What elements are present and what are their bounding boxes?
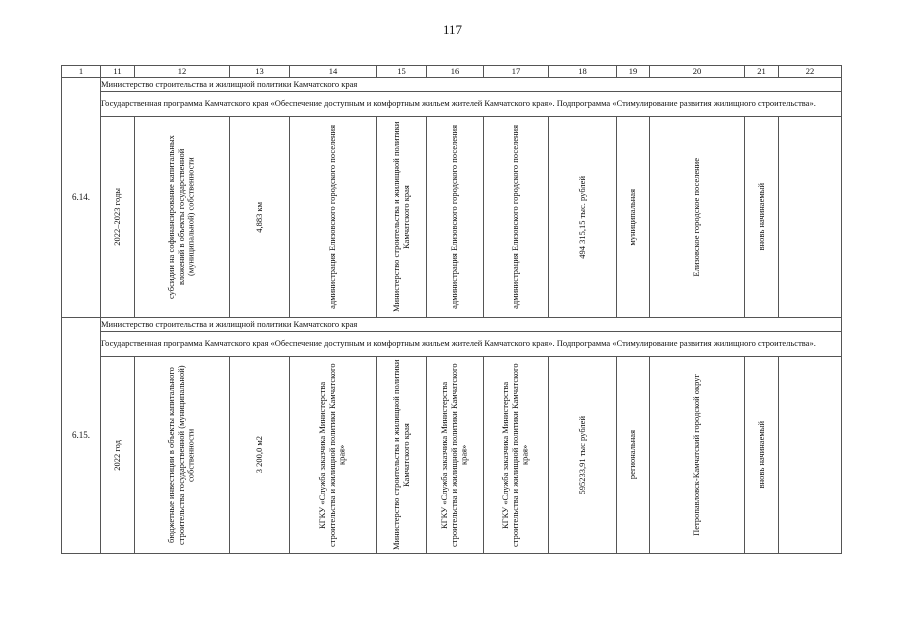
cell-text: Министерство строительства и жилищной политики Камчатского края: [390, 359, 411, 551]
ministry-label: Министерство строительства и жилищной политики Камчатского края: [101, 318, 842, 332]
ministry-label: Министерство строительства и жилищной политики Камчатского края: [101, 78, 842, 92]
column-number: 12: [135, 66, 230, 78]
page-number: 117: [442, 22, 463, 37]
column-number: 20: [650, 66, 745, 78]
table-cell: [101, 117, 135, 318]
column-number: 18: [549, 66, 617, 78]
table-cell: [484, 357, 549, 554]
column-number: 11: [101, 66, 135, 78]
table-cell: [617, 357, 650, 554]
column-number: 16: [427, 66, 484, 78]
column-number: 21: [745, 66, 779, 78]
table-cell: [617, 117, 650, 318]
cell-text: 4,883 км: [253, 201, 264, 233]
cell-text: 494 315,15 тыс. рублей: [576, 175, 587, 259]
table-cell: [230, 117, 290, 318]
cell-text: КГКУ «Служба заказчика Министерства строительства и жилищной политики Камчатского края»: [439, 363, 469, 547]
cell-text: 2022 год: [111, 439, 122, 471]
program-label: Государственная программа Камчатского края «Обеспечение доступным и комфортным жильем жителей Камчатского края». Подпрограмма «Стимулирование развития жилищного строительства».: [101, 332, 842, 357]
table-cell: [745, 117, 779, 318]
column-number: 19: [617, 66, 650, 78]
table-row: [62, 357, 842, 554]
column-number: 1: [62, 66, 101, 78]
cell-text: бюджетные инвестиции в объекты капитального строительства государственной (муниципальной) собственности: [166, 365, 196, 545]
table-cell: [135, 357, 230, 554]
table-cell: [484, 117, 549, 318]
row-number: 6.14.: [62, 78, 101, 318]
table-cell: [427, 117, 484, 318]
cell-text: администрация Елизовского городского поселения: [449, 125, 460, 309]
table-row: [62, 332, 842, 357]
table-cell: [779, 357, 842, 554]
table-cell: [377, 117, 427, 318]
table-cell: [779, 117, 842, 318]
table-cell: [135, 117, 230, 318]
column-number: 13: [230, 66, 290, 78]
cell-text: вновь начинаемый: [755, 183, 766, 251]
column-number: 22: [779, 66, 842, 78]
cell-text: КГКУ «Служба заказчика Министерства строительства и жилищной политики Камчатского края»: [317, 363, 347, 547]
column-number-row: [62, 66, 842, 78]
table-cell: [377, 357, 427, 554]
cell-text: региональная: [627, 430, 638, 480]
table-cell: [230, 357, 290, 554]
cell-text: муниципальная: [627, 188, 638, 246]
table-row: [62, 78, 842, 92]
cell-text: администрация Елизовского городского поселения: [327, 125, 338, 309]
table-cell: [549, 117, 617, 318]
cell-text: 2022–2023 годы: [111, 188, 122, 246]
cell-text: 595233,91 тыс рублей: [576, 415, 587, 495]
project-table: [61, 65, 842, 554]
column-number: 17: [484, 66, 549, 78]
column-number: 15: [377, 66, 427, 78]
table-cell: [427, 357, 484, 554]
table-row: [62, 92, 842, 117]
row-number: 6.15.: [62, 318, 101, 554]
table-cell: [290, 117, 377, 318]
table-cell: [650, 117, 745, 318]
cell-text: Петропавловск-Камчатский городской округ: [691, 374, 702, 536]
cell-text: администрация Елизовского городского поселения: [510, 125, 521, 309]
table-cell: [650, 357, 745, 554]
cell-text: Елизовское городское поселение: [691, 157, 702, 277]
column-number: 14: [290, 66, 377, 78]
cell-text: Министерство строительства и жилищной политики Камчатского края: [390, 121, 411, 313]
table-cell: [290, 357, 377, 554]
cell-text: вновь начинаемый: [755, 421, 766, 489]
cell-text: КГКУ «Служба заказчика Министерства строительства и жилищной политики Камчатского края»: [500, 363, 530, 547]
table-row: [62, 318, 842, 332]
table-cell: [549, 357, 617, 554]
cell-text: субсидии на софинансирование капитальных вложений в объекты государственной (муниципальной) собственности: [166, 135, 196, 299]
table-row: [62, 117, 842, 318]
program-label: Государственная программа Камчатского края «Обеспечение доступным и комфортным жильем жителей Камчатского края». Подпрограмма «Стимулирование развития жилищного строительства».: [101, 92, 842, 117]
table-cell: [745, 357, 779, 554]
table-cell: [101, 357, 135, 554]
cell-text: 3 200,0 м2: [253, 436, 264, 474]
